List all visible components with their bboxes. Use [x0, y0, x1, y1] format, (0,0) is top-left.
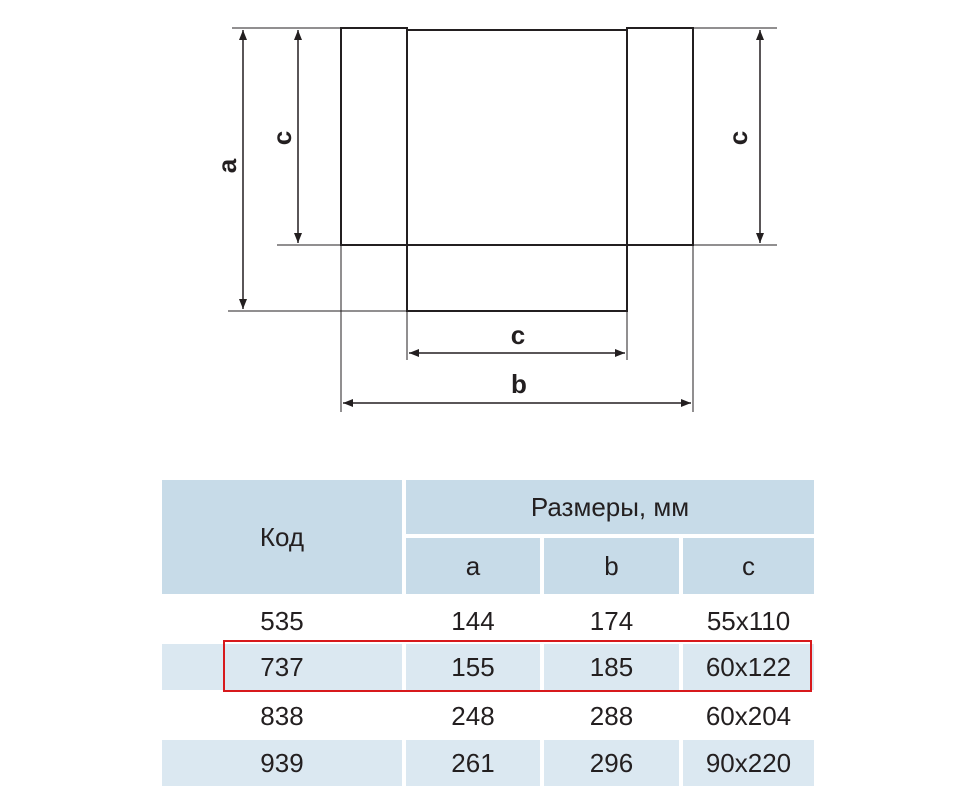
selected-row-highlight — [223, 640, 812, 692]
right-collar — [627, 28, 693, 245]
dimensions-table — [162, 480, 814, 788]
row-1-c: 55x110 — [706, 605, 791, 636]
row-3-a: 248 — [451, 700, 495, 731]
row-4-code: 939 — [162, 740, 402, 786]
row-2-a: 155 — [406, 644, 540, 690]
dim-label-c-right: c — [722, 130, 753, 146]
dim-label-c-left: c — [266, 130, 297, 146]
left-collar — [341, 28, 407, 245]
header-col-c: c — [683, 538, 814, 594]
fitting-outline — [341, 28, 693, 311]
dim-label-b: b — [511, 368, 527, 399]
row-2-code: 737 — [162, 644, 402, 690]
row-3-c: 60x204 — [705, 700, 792, 731]
header-col-a: a — [406, 538, 540, 594]
row-4-a: 261 — [406, 740, 540, 786]
bottom-branch — [407, 245, 627, 311]
row-3-code: 838 — [260, 700, 304, 731]
dim-label-c-bottom: c — [510, 319, 526, 350]
row-1-b: 174 — [589, 605, 634, 636]
row-1-a: 144 — [451, 605, 495, 636]
row-4-b: 296 — [544, 740, 679, 786]
dim-label-a: a — [211, 158, 242, 174]
dimension-lines — [243, 30, 760, 403]
central-body — [407, 30, 627, 245]
extension-lines — [228, 28, 777, 412]
header-dimensions: Размеры, мм — [406, 480, 814, 534]
row-4-c: 90x220 — [683, 740, 814, 786]
row-1-code: 535 — [260, 605, 304, 636]
row-2-c: 60x122 — [683, 644, 814, 690]
header-code: Код — [162, 480, 402, 594]
row-3-b: 288 — [589, 700, 634, 731]
header-col-b: b — [544, 538, 679, 594]
row-2-b: 185 — [544, 644, 679, 690]
